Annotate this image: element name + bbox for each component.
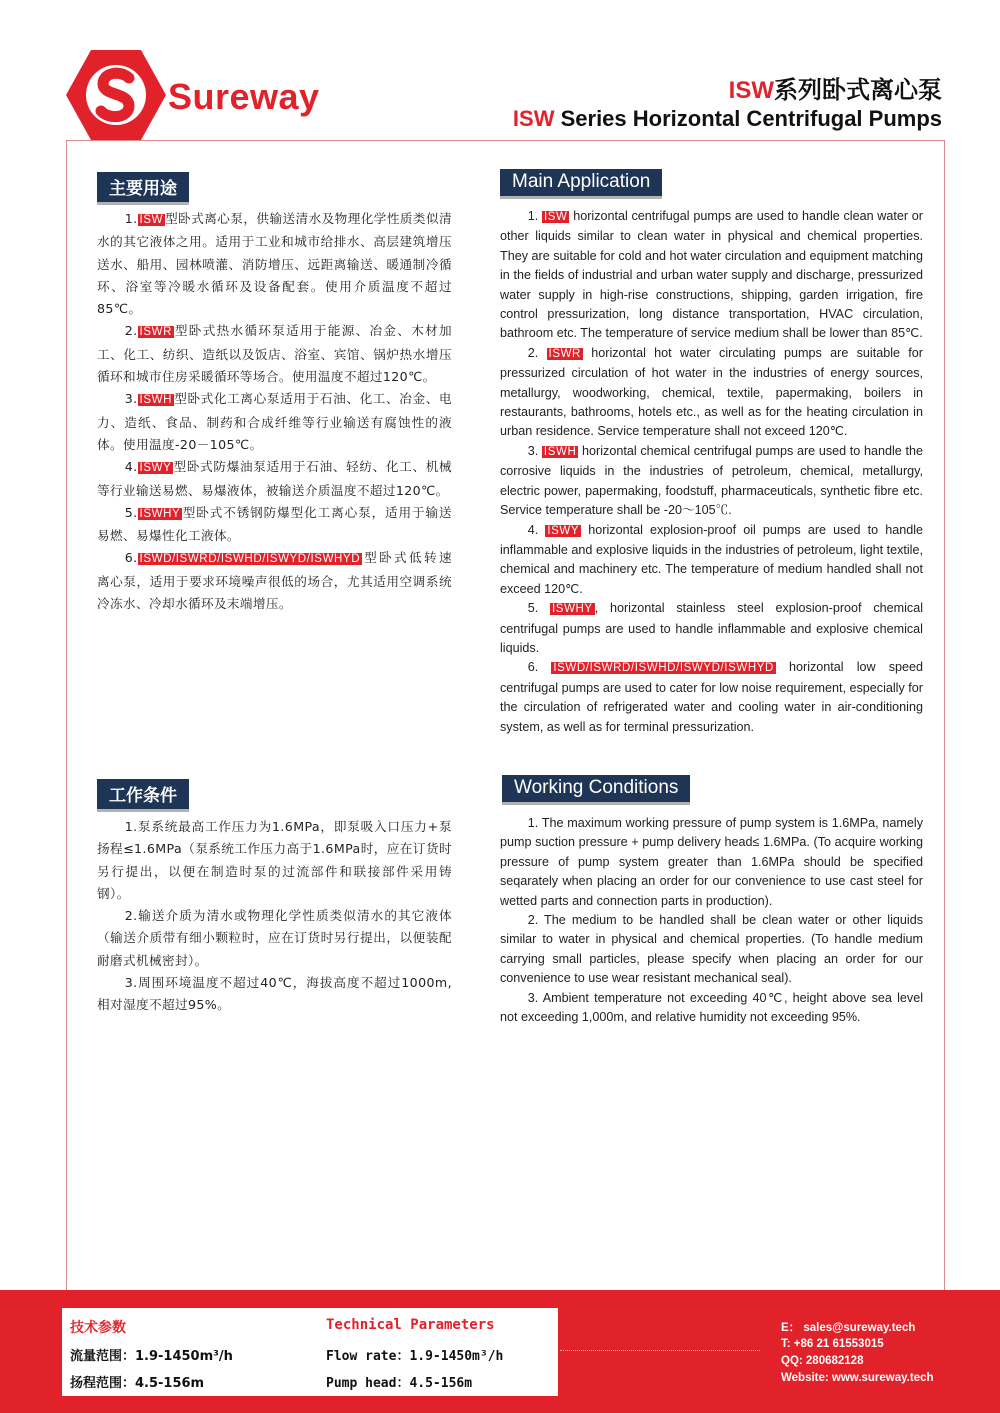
page-title-en: ISW Series Horizontal Centrifugal Pumps <box>512 106 942 131</box>
logo-mark-icon <box>66 50 166 140</box>
model-tag: ISWHY <box>139 507 181 520</box>
application-item-cn: 6. ISWD/ISWRD/ISWHD/ISWYD/ISWHYD 型卧式低转速离心泵，适用于要求环境噪声很低的场合，尤其适用空调系统冷冻水、冷却水循环及末端增压。 <box>97 550 452 612</box>
tech-params-title: Technical Parameters <box>326 1317 495 1333</box>
brand-name: Sureway <box>168 76 320 117</box>
contact-email[interactable]: E： sales@sureway.tech <box>781 1322 916 1334</box>
heading-working-conditions-cn: 工作条件 <box>97 779 189 812</box>
condition-item-cn: 1.泵系统最高工作压力为1.6MPa，即泵吸入口压力+泵扬程≤1.6MPa（泵系统工作压力高于1.6MPa时，应在订货时另行提出，以便在制造时泵的过流部件和联接部件采用铸钢）。 <box>97 819 452 901</box>
heading-working-conditions: Working Conditions <box>502 775 690 805</box>
heading-main-application-cn: 主要用途 <box>97 172 189 205</box>
application-item: 5. ISWHY , horizontal stainless steel explosion-proof chemical centrifugal pumps are used to handle inflammable and explosive chemical liquids. <box>500 601 924 655</box>
application-item-cn: 5. ISWHY 型卧式不锈钢防爆型化工离心泵，适用于输送易燃、易爆性化工液体。 <box>97 504 452 544</box>
application-item-cn: 1. ISW 型卧式离心泵，供输送清水及物理化学性质类似清水的其它液体之用。适用于工业和城市给排水、高层建筑增压送水、船用、园林喷灌、消防增压、远距离输送、暖通制冷循环、浴室等冷暖水循环及设备配套。使用介质温度不超过85℃。 <box>97 211 452 317</box>
model-tag: ISWH <box>543 445 577 458</box>
model-tag: ISW <box>543 211 568 223</box>
application-list-cn <box>97 208 452 615</box>
condition-item: 2. The medium to be handled shall be clean water or other liquids similar to water in physical and chemical properties. (To handle medium carrying small particles, please specify when placing an order for our convenience to use wear resistant mechanical seal). <box>500 913 923 986</box>
sureway-logo <box>66 50 366 140</box>
application-item-cn: 3. ISWH 型卧式化工离心泵适用于石油、化工、冶金、电力、造纸、食品、制药和合成纤维等行业输送有腐蚀性的液体。使用温度-20－105℃。 <box>97 391 452 452</box>
technical-parameters-box <box>62 1308 558 1396</box>
model-tag: ISWY <box>139 462 172 475</box>
application-item: 6. ISWD/ISWRD/ISWHD/ISWYD/ISWHYD horizontal low speed centrifugal pumps are used to cater for low noise requirement, especially for the circulation of refrigerated water and cooling water in air-conditioning system, as well as for terminal pressurization. <box>500 660 924 734</box>
pump-head: Pump head：4.5-156m <box>326 1376 473 1391</box>
model-tag: ISWHY <box>552 603 593 616</box>
condition-item-cn: 3.周围环境温度不超过40℃，海拔高度不超过1000m,相对湿度不超过95%。 <box>97 975 452 1013</box>
application-item: 1. ISW horizontal centrifugal pumps are used to handle clean water or other liquids similar to clean water in physical and chemical properties. They are suitable for cold and hot water circulation and equipment matching in the fields of industrial and urban water supply and discharge, pressurized water supply in high-rise constructions, shipping, garden irrigation, fire control pressurization, long distance transportation, HVAC circulation, bathroom etc. The temperature of service medium shall be lower than 85℃. <box>500 209 924 341</box>
model-tag: ISWD/ISWRD/ISWHD/ISWYD/ISWHYD <box>139 553 361 566</box>
model-tag: ISWH <box>139 394 172 407</box>
contact-qq: QQ: 280682128 <box>781 1355 864 1367</box>
contact-website[interactable]: Website: www.sureway.tech <box>781 1372 934 1384</box>
model-tag: ISWR <box>548 347 581 360</box>
model-tag: ISW <box>139 214 164 226</box>
conditions-list-en <box>500 814 923 1027</box>
head-range-cn: 扬程范围：4.5-156m <box>70 1376 205 1391</box>
application-item: 3. ISWH horizontal chemical centrifugal pumps are used to handle the corrosive liquids in the industries of petroleum, chemical, metallurgy, electric power, papermaking, foodstuff, pharmaceuticals, synthetic fibre etc. Service temperature shall be -20～105℃. <box>500 443 923 518</box>
application-item-cn: 4. ISWY 型卧式防爆油泵适用于石油、轻纺、化工、机械等行业输送易燃、易爆液体，被输送介质温度不超过120℃。 <box>97 459 452 498</box>
flow-range-cn: 流量范围：1.9-1450m³/h <box>70 1349 233 1364</box>
model-tag: ISWR <box>139 326 172 339</box>
conditions-list-cn <box>97 816 452 1017</box>
page-title-cn: ISW系列卧式离心泵 <box>728 76 942 104</box>
application-item: 4. ISWY horizontal explosion-proof oil pumps are used to handle inflammable and explosive liquids in the industries of petroleum, light textile, chemical and machinery etc. The temperature of medium handled shall not exceed 120℃. <box>500 522 924 596</box>
contact-phone: T: +86 21 61553015 <box>781 1338 884 1350</box>
model-tag: ISWD/ISWRD/ISWHD/ISWYD/ISWHYD <box>553 662 774 675</box>
flow-rate: Flow rate：1.9-1450m³/h <box>326 1349 504 1364</box>
condition-item: 1. The maximum working pressure of pump system is 1.6MPa, namely pump suction pressure + pump delivery head≤ 1.6MPa. (To acquire working pressure of pump system greater than 1.6MPa should be specified seqarately when placing an order for our convenience to use cast steel for wetted parts and connection parts in production). <box>500 816 923 908</box>
heading-main-application: Main Application <box>500 169 662 199</box>
tech-params-title-cn: 技术参数 <box>70 1320 126 1336</box>
application-item: 2. ISWR horizontal hot water circulating pumps are suitable for pressurized circulation of hot water in the industries of energy sources, metallurgy, woodworking, chemical, textile, papermaking, boilers in restaurants, bathrooms, hotels etc., as well as for the heating circulation in urban residence. Service temperature shall not exceed 120℃. <box>500 345 924 439</box>
condition-item: 3. Ambient temperature not exceeding 40℃, height above sea level not exceeding 1,000m, and relative humidity not exceeding 95%. <box>500 990 923 1025</box>
condition-item-cn: 2.输送介质为清水或物理化学性质类似清水的其它液体（输送介质带有细小颗粒时，应在订货时另行提出，以便装配耐磨式机械密封）。 <box>97 908 452 968</box>
application-list-en <box>500 207 923 737</box>
model-tag: ISWY <box>547 524 580 537</box>
footer-bar <box>0 1290 1000 1413</box>
divider-dots <box>560 1350 760 1351</box>
application-item-cn: 2. ISWR 型卧式热水循环泵适用于能源、冶金、木材加工、化工、纺织、造纸以及饭店、浴室、宾馆、锅炉热水增压循环和城市住房采暖循环等场合。使用温度不超过120℃。 <box>97 323 452 385</box>
